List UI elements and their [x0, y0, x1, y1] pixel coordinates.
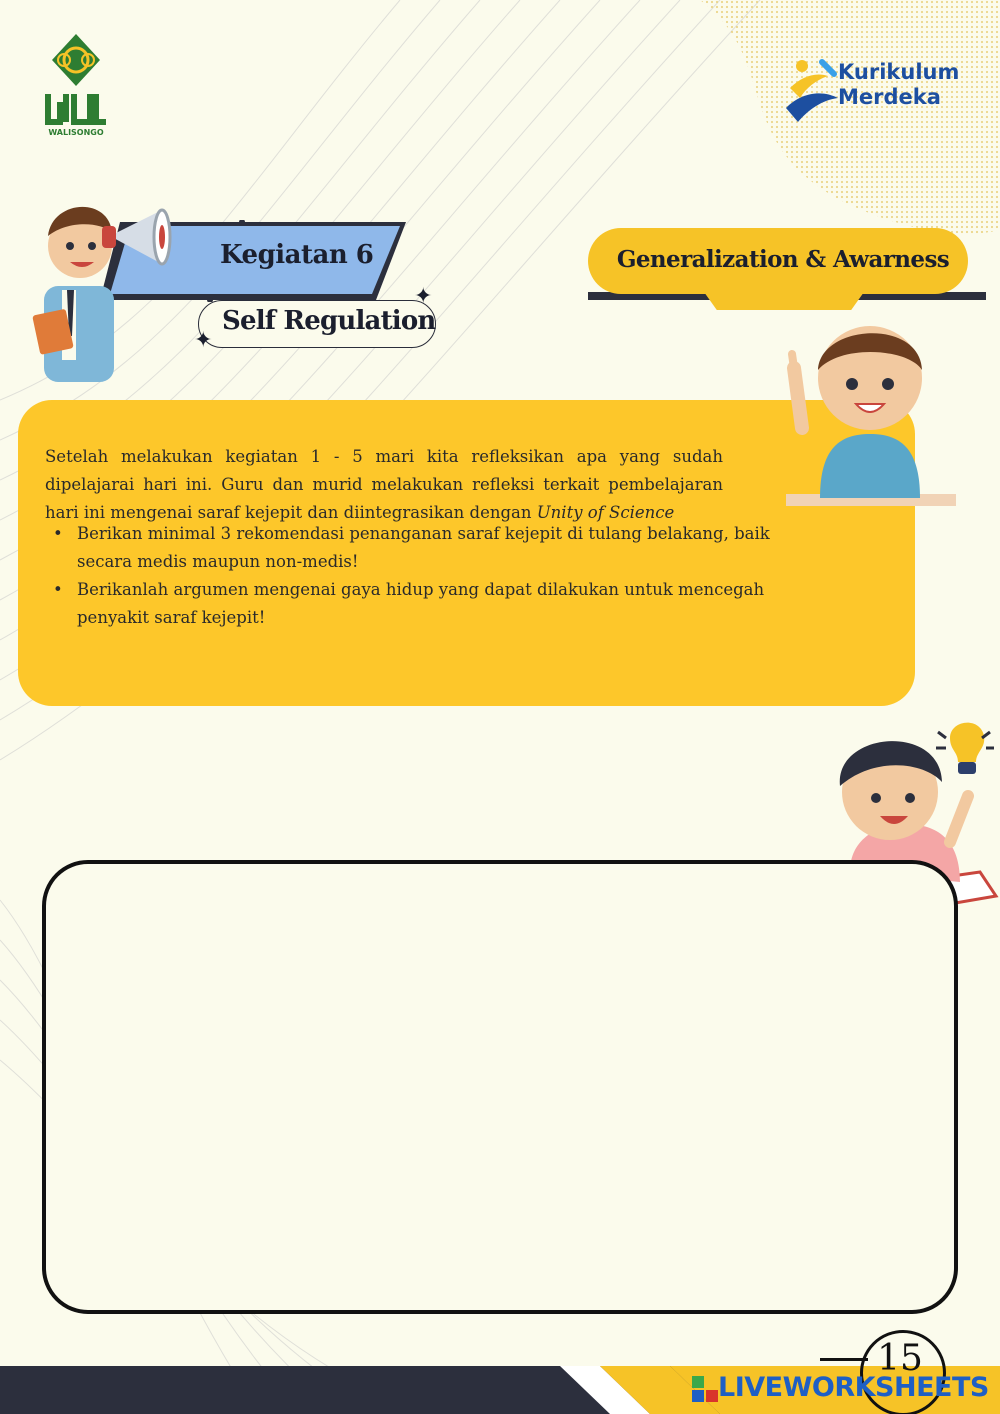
sparkle-icon: ✦	[194, 328, 213, 353]
question-list	[45, 520, 780, 632]
liveworksheets-logo-icon	[692, 1376, 718, 1402]
kurikulum-merdeka-logo	[782, 58, 842, 124]
dotted-corner-pattern	[580, 0, 1000, 260]
teacher-megaphone-illustration	[22, 186, 182, 386]
instruction-intro	[45, 443, 723, 527]
kurikulum-merdeka-text	[838, 60, 959, 110]
question-item: • Berikanlah argumen mengenai gaya hidup yang dapat dilakukan untuk mencegah penyakit saraf kejepit!	[45, 576, 780, 632]
uin-logo-text: WALISONGO	[48, 128, 104, 137]
intro-text: Setelah melakukan kegiatan 1 - 5 mari kita refleksikan apa yang sudah dipelajarai hari ini. Guru dan murid melakukan refleksi terkait pembelajaran hari ini mengenai saraf kejepit dan diintegrasikan dengan	[45, 446, 723, 522]
liveworksheets-watermark: LIVEWORKSHEETS	[718, 1372, 989, 1403]
sparkle-icon: ✦	[414, 284, 433, 309]
page-number: 15	[877, 1338, 923, 1379]
intro-italic-term: Unity of Science	[536, 502, 675, 522]
activity-number-title: Kegiatan 6	[220, 240, 374, 270]
kurikulum-line1: Kurikulum	[838, 60, 960, 84]
kurikulum-line2: Merdeka	[838, 85, 941, 109]
boy-raising-hand-illustration	[780, 308, 970, 508]
question-item: • Berikan minimal 3 rekomendasi penanganan saraf kejepit di tulang belakang, baik secara medis maupun non-medis!	[45, 520, 780, 576]
answer-text-area[interactable]	[42, 860, 958, 1314]
stage-label: Generalization & Awarness	[616, 246, 950, 273]
activity-subtitle: Self Regulation	[222, 306, 436, 336]
